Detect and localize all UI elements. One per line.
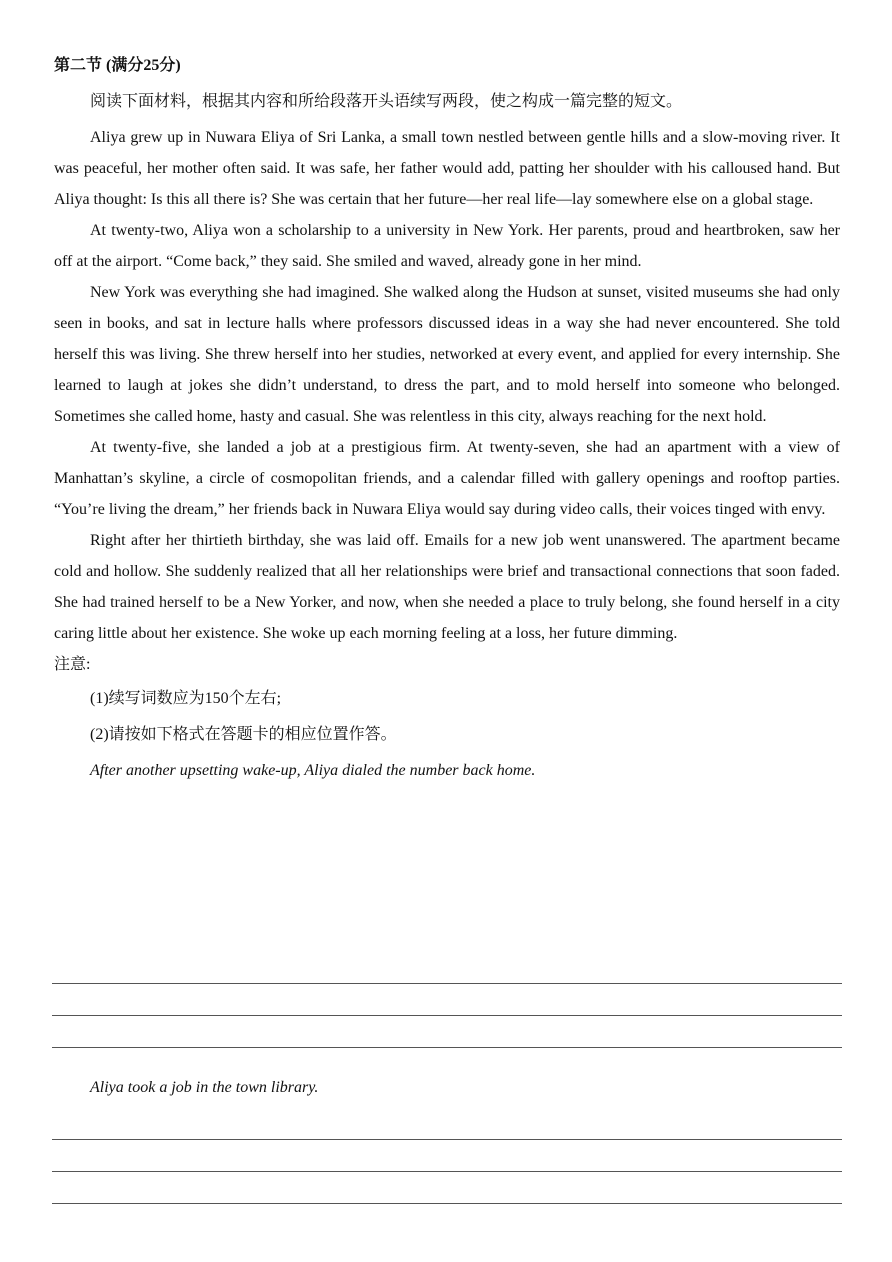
passage-paragraph-1: Aliya grew up in Nuwara Eliya of Sri Lanka, a small town nestled between gentle hills and a slow-moving river. It was peaceful, her mother often said. It was safe, her father would add, patting her shoulder with his calloused hand. But Aliya thought: Is this all there is? She was certain that her future—her real life—lay somewhere else on a global stage. — [54, 129, 840, 208]
passage-paragraph-3: New York was everything she had imagined. She walked along the Hudson at sunset, visited museums she had only seen in books, and sat in lecture halls where professors discussed ideas in a way she had never encountered. She told herself this was living. She threw herself into her studies, networked at every event, and applied for every internship. She learned to laugh at jokes she didn’t understand, to dress the part, and to mold herself into someone who belonged. Sometimes she called home, hasty and casual. She was relentless in this city, always reaching for the next hold. — [54, 284, 840, 425]
passage-paragraph-4: At twenty-five, she landed a job at a prestigious firm. At twenty-seven, she had an apartment with a view of Manhattan’s skyline, a circle of cosmopolitan friends, and a calendar filled with gallery openings and rooftop parties. “You’re living the dream,” her friends back in Nuwara Eliya would say during video calls, their voices tinged with envy. — [54, 439, 840, 518]
answer-line[interactable] — [52, 1140, 842, 1172]
continuation-prompt-2: Aliya took a job in the town library. — [90, 1079, 319, 1096]
continuation-prompt-1: After another upsetting wake-up, Aliya dialed the number back home. — [90, 762, 536, 779]
note-item-format: (2)请按如下格式在答题卡的相应位置作答。 — [90, 726, 397, 743]
note-item-word-count: (1)续写词数应为150个左右; — [90, 690, 282, 707]
notes-label: 注意: — [54, 656, 91, 673]
answer-line[interactable] — [52, 1108, 842, 1140]
reading-passage — [54, 122, 840, 649]
answer-lines-section-2[interactable] — [52, 1108, 842, 1204]
task-instruction: 阅读下面材料，根据其内容和所给段落开头语续写两段，使之构成一篇完整的短文。 — [90, 93, 683, 110]
answer-line[interactable] — [52, 952, 842, 984]
answer-line[interactable] — [52, 1016, 842, 1048]
answer-line[interactable] — [52, 984, 842, 1016]
section-title: 第二节 (满分25分) — [54, 57, 181, 74]
answer-lines-section-1[interactable] — [52, 952, 842, 1048]
passage-paragraph-2: At twenty-two, Aliya won a scholarship to a university in New York. Her parents, proud and heartbroken, saw her off at the airport. “Come back,” they said. She smiled and waved, already gone in her mind. — [54, 222, 840, 270]
passage-paragraph-5: Right after her thirtieth birthday, she was laid off. Emails for a new job went unanswered. The apartment became cold and hollow. She suddenly realized that all her relationships were brief and transactional connections that soon faded. She had trained herself to be a New Yorker, and now, when she needed a place to truly belong, she found herself in a city caring little about her existence. She woke up each morning feeling at a loss, her future dimming. — [54, 532, 840, 642]
answer-line[interactable] — [52, 1172, 842, 1204]
document-page — [54, 52, 840, 789]
